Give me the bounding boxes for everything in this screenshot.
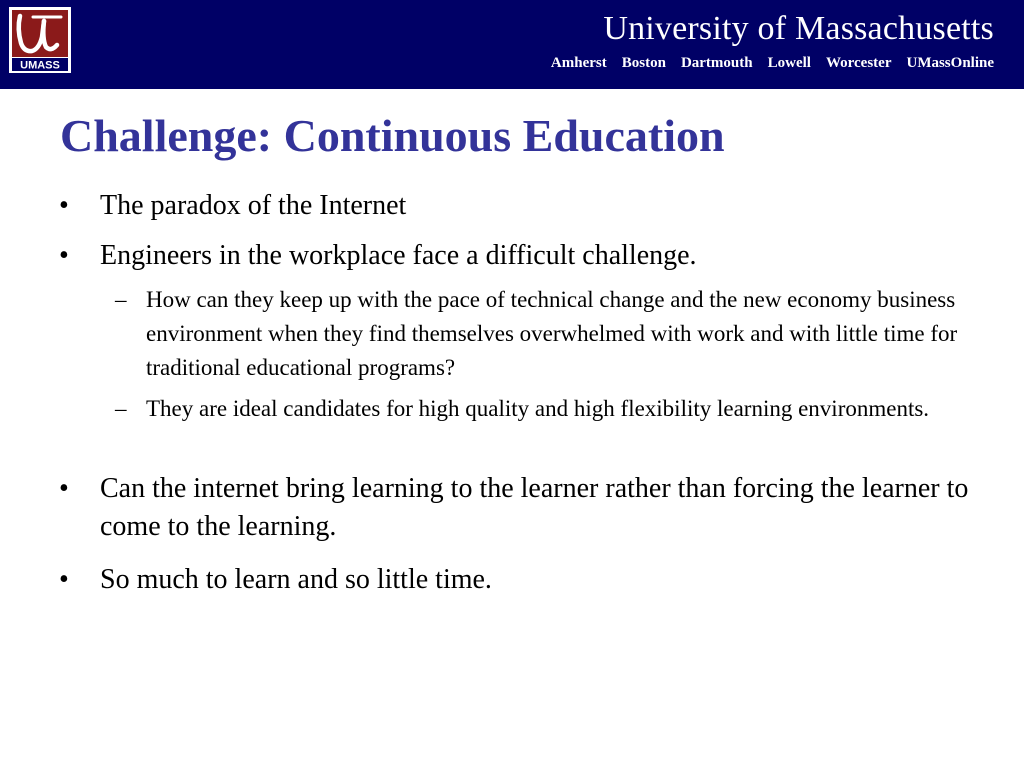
bullet-item [59, 237, 990, 275]
campus-worcester: Worcester [825, 55, 892, 71]
umass-logo [9, 7, 71, 73]
slide-title: Challenge: Continuous Education [60, 110, 725, 161]
sub-bullet-item [115, 283, 996, 385]
bullet-item [59, 561, 990, 599]
bullet-text: The paradox of the Internet [100, 190, 407, 221]
sub-bullet-text: How can they keep up with the pace of technical change and the new economy business environment when they find themselves overwhelmed with work and with little time for traditional educational programs? [146, 287, 958, 380]
dash-marker: – [115, 396, 127, 421]
campus-umassonline: UMassOnline [906, 55, 994, 71]
bullet-item [59, 470, 990, 546]
bullet-text: Engineers in the workplace face a difficult challenge. [100, 240, 697, 271]
campus-dartmouth: Dartmouth [680, 55, 753, 71]
bullet-marker: • [59, 473, 69, 504]
bullet-marker: • [59, 564, 69, 595]
university-name: University of Massachusetts [603, 10, 994, 47]
campus-boston: Boston [621, 55, 666, 71]
bullet-marker: • [59, 240, 69, 271]
bullet-text: So much to learn and so little time. [100, 564, 492, 595]
campus-list [551, 54, 994, 72]
dash-marker: – [115, 287, 127, 312]
campus-amherst: Amherst [550, 55, 607, 71]
campus-lowell: Lowell [767, 55, 811, 71]
logo-text: UMASS [20, 59, 60, 72]
bullet-marker: • [59, 190, 69, 221]
sub-bullet-item [115, 392, 996, 426]
sub-bullet-text: They are ideal candidates for high quality and high flexibility learning environments. [146, 396, 930, 421]
header-banner [0, 0, 1024, 89]
bullet-text: Can the internet bring learning to the learner rather than forcing the learner to come to the learning. [100, 473, 969, 542]
bullet-item [59, 187, 990, 225]
